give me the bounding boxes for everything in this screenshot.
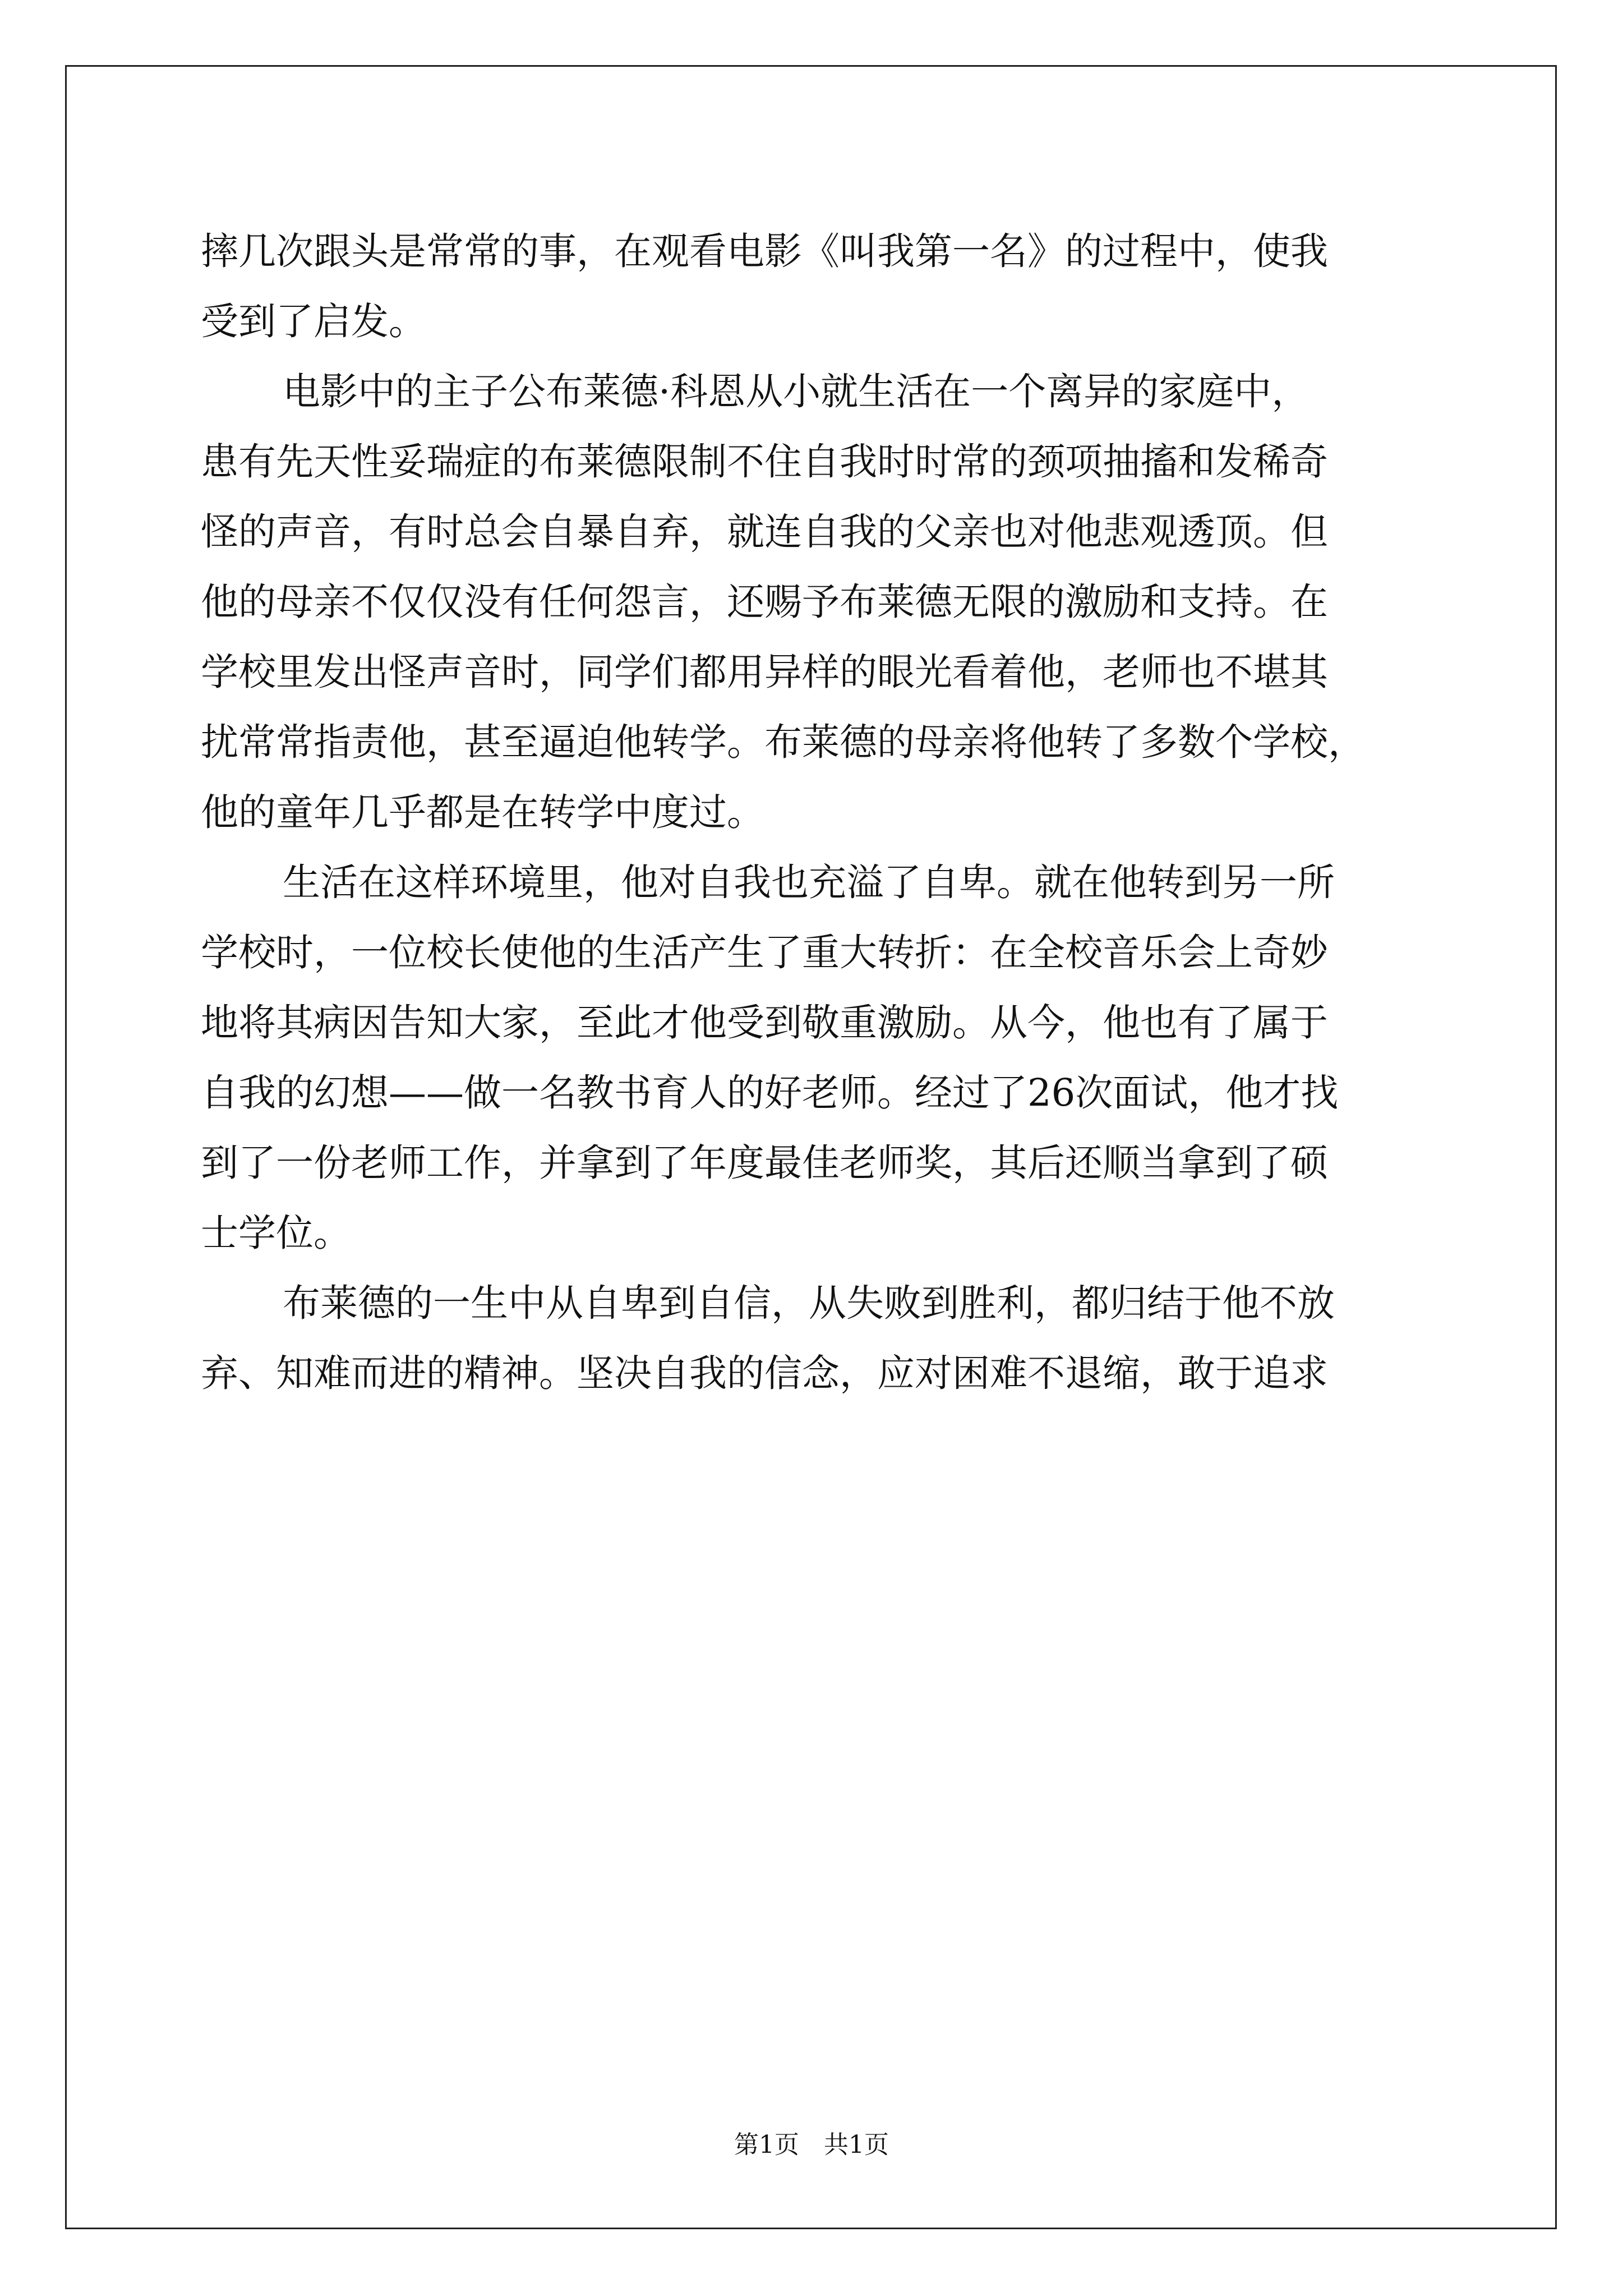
text-line: 扰常常指责他，甚至逼迫他转学。布莱德的母亲将他转了多数个学校，: [201, 720, 1366, 764]
text-line: 摔几次跟头是常常的事，在观看电影《叫我第一名》的过程中，使我: [201, 229, 1328, 273]
text-line: 学校时，一位校长使他的生活产生了重大转折：在全校音乐会上奇妙: [201, 931, 1328, 974]
text-line: 患有先天性妥瑞症的布莱德限制不住自我时时常的颈项抽搐和发稀奇: [201, 440, 1328, 484]
text-line: 士学位。: [201, 1211, 351, 1255]
text-line: 他的童年几乎都是在转学中度过。: [201, 790, 764, 834]
page-number-footer: 第1页 共1页: [734, 2131, 889, 2159]
paragraph-start-line: 生活在这样环境里，他对自我也充溢了自卑。就在他转到另一所: [283, 861, 1335, 904]
text-line: 学校里发出怪声音时，同学们都用异样的眼光看着他，老师也不堪其: [201, 650, 1328, 694]
text-line: 受到了启发。: [201, 300, 426, 343]
text-line: 弃、知难而进的精神。坚决自我的信念，应对困难不退缩，敢于追求: [201, 1351, 1328, 1395]
text-line: 自我的幻想——做一名教书育人的好老师。经过了26次面试，他才找: [201, 1071, 1339, 1115]
text-line: 他的母亲不仅仅没有任何怨言，还赐予布莱德无限的激励和支持。在: [201, 580, 1328, 624]
paragraph-start-line: 电影中的主子公布莱德·科恩从小就生活在一个离异的家庭中，: [283, 370, 1310, 413]
text-line: 到了一份老师工作，并拿到了年度最佳老师奖，其后还顺当拿到了硕: [201, 1141, 1328, 1185]
text-line: 怪的声音，有时总会自暴自弃，就连自我的父亲也对他悲观透顶。但: [201, 510, 1328, 554]
paragraph-start-line: 布莱德的一生中从自卑到自信，从失败到胜利，都归结于他不放: [283, 1281, 1335, 1325]
text-line: 地将其病因告知大家，至此才他受到敬重激励。从今，他也有了属于: [201, 1001, 1328, 1045]
